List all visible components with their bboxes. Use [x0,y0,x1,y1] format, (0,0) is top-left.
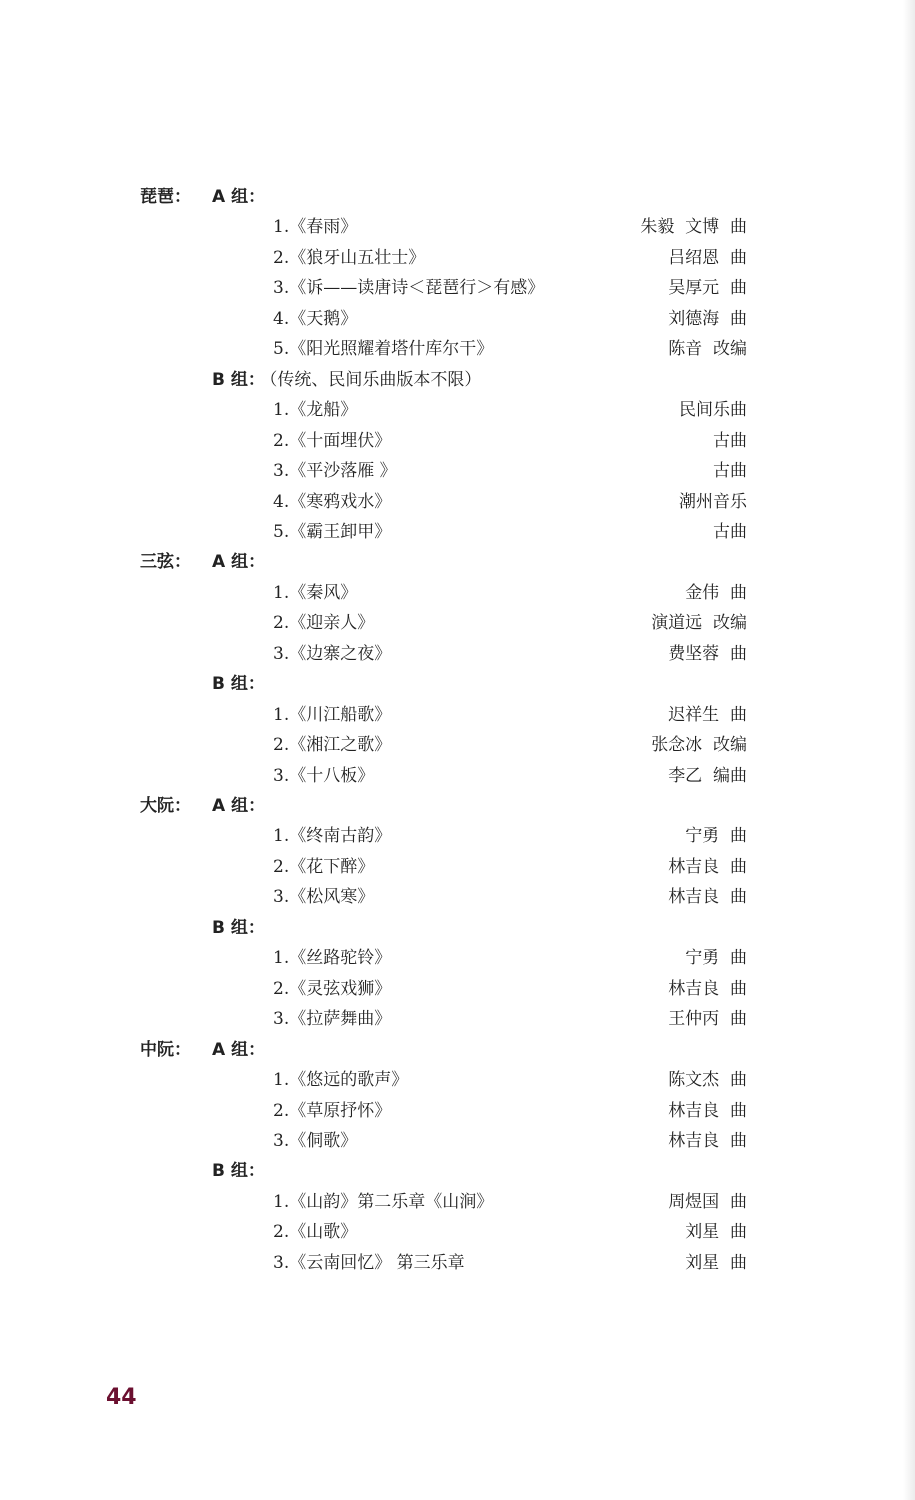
piece-row [0,1187,915,1217]
piece-row [0,700,915,730]
piece-title: 1.《龙船》 [273,400,358,421]
piece-title: 2.《草原抒怀》 [273,1100,392,1121]
group-label-text: A 组： [212,1039,266,1060]
piece-credit: 林吉良 曲 [668,1130,747,1151]
group-header-row [0,547,915,577]
piece-row [0,395,915,425]
group-label [212,791,265,821]
instrument-label: 琵琶： [140,187,191,207]
piece-title: 3.《松风寒》 [273,887,375,908]
piece-credit: 宁勇 曲 [685,826,747,847]
piece-credit: 陈音 改编 [668,339,747,360]
group-label [212,365,481,395]
piece-row [0,1217,915,1247]
piece-credit: 林吉良 曲 [668,887,747,908]
group-header-row [0,1156,915,1186]
piece-row [0,273,915,303]
piece-credit: 吴厚元 曲 [668,278,747,299]
piece-credit: 陈文杰 曲 [668,1070,747,1091]
piece-credit: 宁勇 曲 [685,948,747,969]
group-header-row [0,913,915,943]
group-label [212,1156,265,1186]
group-header-row [0,669,915,699]
piece-title: 4.《寒鸦戏水》 [273,491,392,512]
piece-row [0,852,915,882]
piece-credit: 林吉良 曲 [668,1100,747,1121]
piece-credit: 吕绍恩 曲 [668,247,747,268]
piece-credit: 张念冰 改编 [651,735,747,756]
piece-credit: 演道远 改编 [651,613,747,634]
piece-row [0,639,915,669]
piece-title: 2.《迎亲人》 [273,613,375,634]
piece-row [0,243,915,273]
instrument-label: 中阮： [140,1039,191,1060]
group-label-text: A 组： [212,552,266,573]
piece-title: 3.《侗歌》 [273,1130,358,1151]
piece-title: 4.《天鹅》 [273,308,358,329]
piece-title: 2.《湘江之歌》 [273,735,392,756]
piece-credit: 刘星 曲 [685,1222,747,1243]
piece-credit: 费坚蓉 曲 [668,643,747,664]
piece-title: 1.《川江船歌》 [273,704,392,725]
piece-title: 3.《拉萨舞曲》 [273,1009,392,1030]
piece-credit: 周煜国 曲 [668,1191,747,1212]
piece-title: 1.《终南古韵》 [273,826,392,847]
piece-title: 3.《边寨之夜》 [273,643,392,664]
piece-credit: 刘星 曲 [685,1252,747,1273]
piece-row [0,1248,915,1278]
group-header-row [0,182,915,212]
group-label-text: B 组： [212,674,265,695]
piece-title: 5.《霸王卸甲》 [273,521,392,542]
piece-credit: 民间乐曲 [679,400,747,421]
piece-credit: 李乙 编曲 [668,765,747,786]
piece-row [0,1004,915,1034]
piece-row [0,761,915,791]
piece-title: 2.《灵弦戏狮》 [273,978,392,999]
piece-row [0,943,915,973]
group-header-row [0,1035,915,1065]
piece-row [0,974,915,1004]
piece-title: 1.《丝路驼铃》 [273,948,392,969]
instrument-label: 大阮： [140,796,191,816]
group-label [212,913,265,943]
piece-row [0,1065,915,1095]
piece-credit: 古曲 [713,461,747,482]
piece-title: 1.《春雨》 [273,217,358,238]
piece-title: 2.《花下醉》 [273,856,375,877]
group-label-text: A 组： [212,796,266,816]
piece-row [0,334,915,364]
piece-credit: 金伟 曲 [685,582,747,603]
piece-credit: 林吉良 曲 [668,978,747,999]
piece-row [0,608,915,638]
piece-row [0,821,915,851]
group-label-text: A 组： [212,187,266,207]
piece-row [0,456,915,486]
piece-row [0,304,915,334]
piece-title: 2.《山歌》 [273,1222,358,1243]
group-label [212,182,265,212]
group-label-text: B 组： [212,369,265,390]
piece-row [0,1096,915,1126]
piece-row [0,212,915,242]
piece-title: 2.《十面埋伏》 [273,430,392,451]
group-header-row [0,791,915,821]
piece-title: 1.《悠远的歌声》 [273,1070,409,1091]
piece-credit: 王仲丙 曲 [668,1009,747,1030]
piece-row [0,882,915,912]
piece-title: 3.《诉——读唐诗＜琵琶行＞有感》 [273,278,545,299]
group-label-text: B 组： [212,1161,265,1182]
piece-title: 2.《狼牙山五壮士》 [273,247,426,268]
piece-row [0,517,915,547]
piece-title: 3.《云南回忆》 第三乐章 [273,1252,465,1273]
piece-credit: 古曲 [713,521,747,542]
piece-title: 3.《十八板》 [273,765,375,786]
piece-title: 1.《秦风》 [273,582,358,603]
piece-title: 1.《山韵》第二乐章《山涧》 [273,1191,494,1212]
instrument-label: 三弦： [140,552,191,573]
group-label [212,1035,265,1065]
piece-row [0,426,915,456]
piece-row [0,730,915,760]
piece-credit: 朱毅 文博 曲 [640,217,747,238]
group-header-row [0,365,915,395]
piece-row [0,578,915,608]
piece-credit: 潮州音乐 [679,491,747,512]
piece-credit: 迟祥生 曲 [668,704,747,725]
piece-row [0,1126,915,1156]
group-note: （传统、民间乐曲版本不限） [268,369,482,390]
piece-credit: 古曲 [713,430,747,451]
piece-credit: 刘德海 曲 [668,308,747,329]
piece-credit: 林吉良 曲 [668,856,747,877]
piece-title: 5.《阳光照耀着塔什库尔干》 [273,339,494,360]
group-label [212,669,265,699]
group-label-text: B 组： [212,917,265,938]
piece-title: 3.《平沙落雁 》 [273,461,397,482]
page-number: 44 [106,1385,137,1410]
group-label [212,547,265,577]
piece-row [0,487,915,517]
